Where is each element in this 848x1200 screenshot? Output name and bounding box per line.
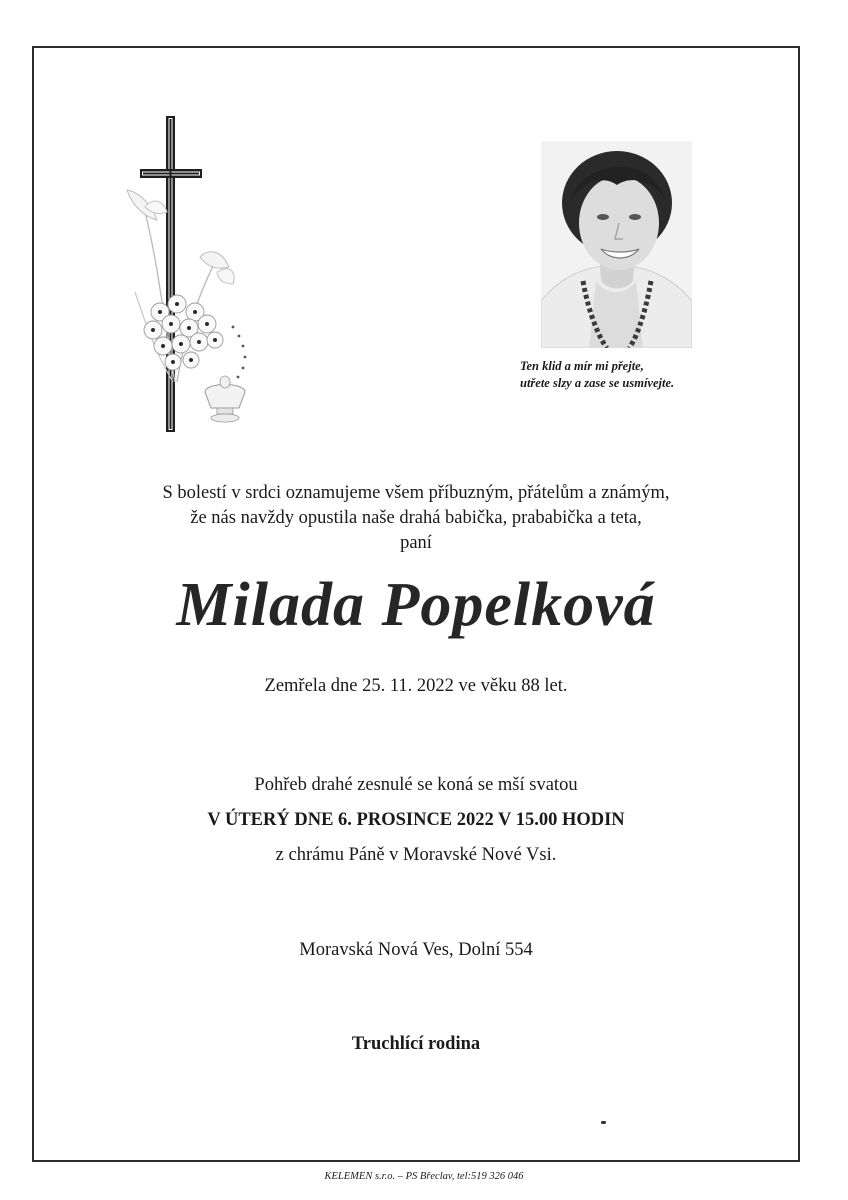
footer-imprint: KELEMEN s.r.o. – PS Břeclav, tel:519 326 046 [324, 1171, 524, 1182]
funeral-intro: Pohřeb drahé zesnulé se koná se mší svatou [254, 775, 578, 795]
death-info: Zemřela dne 25. 11. 2022 ve věku 88 let. [264, 676, 568, 696]
signature: Truchlící rodina [351, 1034, 481, 1054]
funeral-place: z chrámu Páně v Moravské Nové Vsi. [275, 845, 557, 865]
deceased-name: Milada Popelková [176, 571, 656, 639]
announcement [32, 481, 800, 556]
funeral-date: V ÚTERÝ DNE 6. PROSINCE 2022 V 15.00 HODIN [207, 810, 625, 830]
scan-speck [601, 1121, 606, 1124]
address: Moravská Nová Ves, Dolní 554 [299, 940, 533, 960]
announcement-line-3: paní [400, 533, 432, 553]
motto-quote [520, 358, 720, 392]
cross-with-lilies-icon [105, 112, 275, 437]
announcement-line-1: S bolestí v srdci oznamujeme všem příbuzným, přátelům a známým, [162, 483, 670, 503]
portrait-photo [541, 141, 692, 348]
motto-line-1: Ten klid a mír mi přejte, [520, 359, 644, 373]
announcement-line-2: že nás navždy opustila naše drahá babička, prababička a teta, [190, 508, 642, 528]
motto-line-2: utřete slzy a zase se usmívejte. [520, 376, 675, 390]
